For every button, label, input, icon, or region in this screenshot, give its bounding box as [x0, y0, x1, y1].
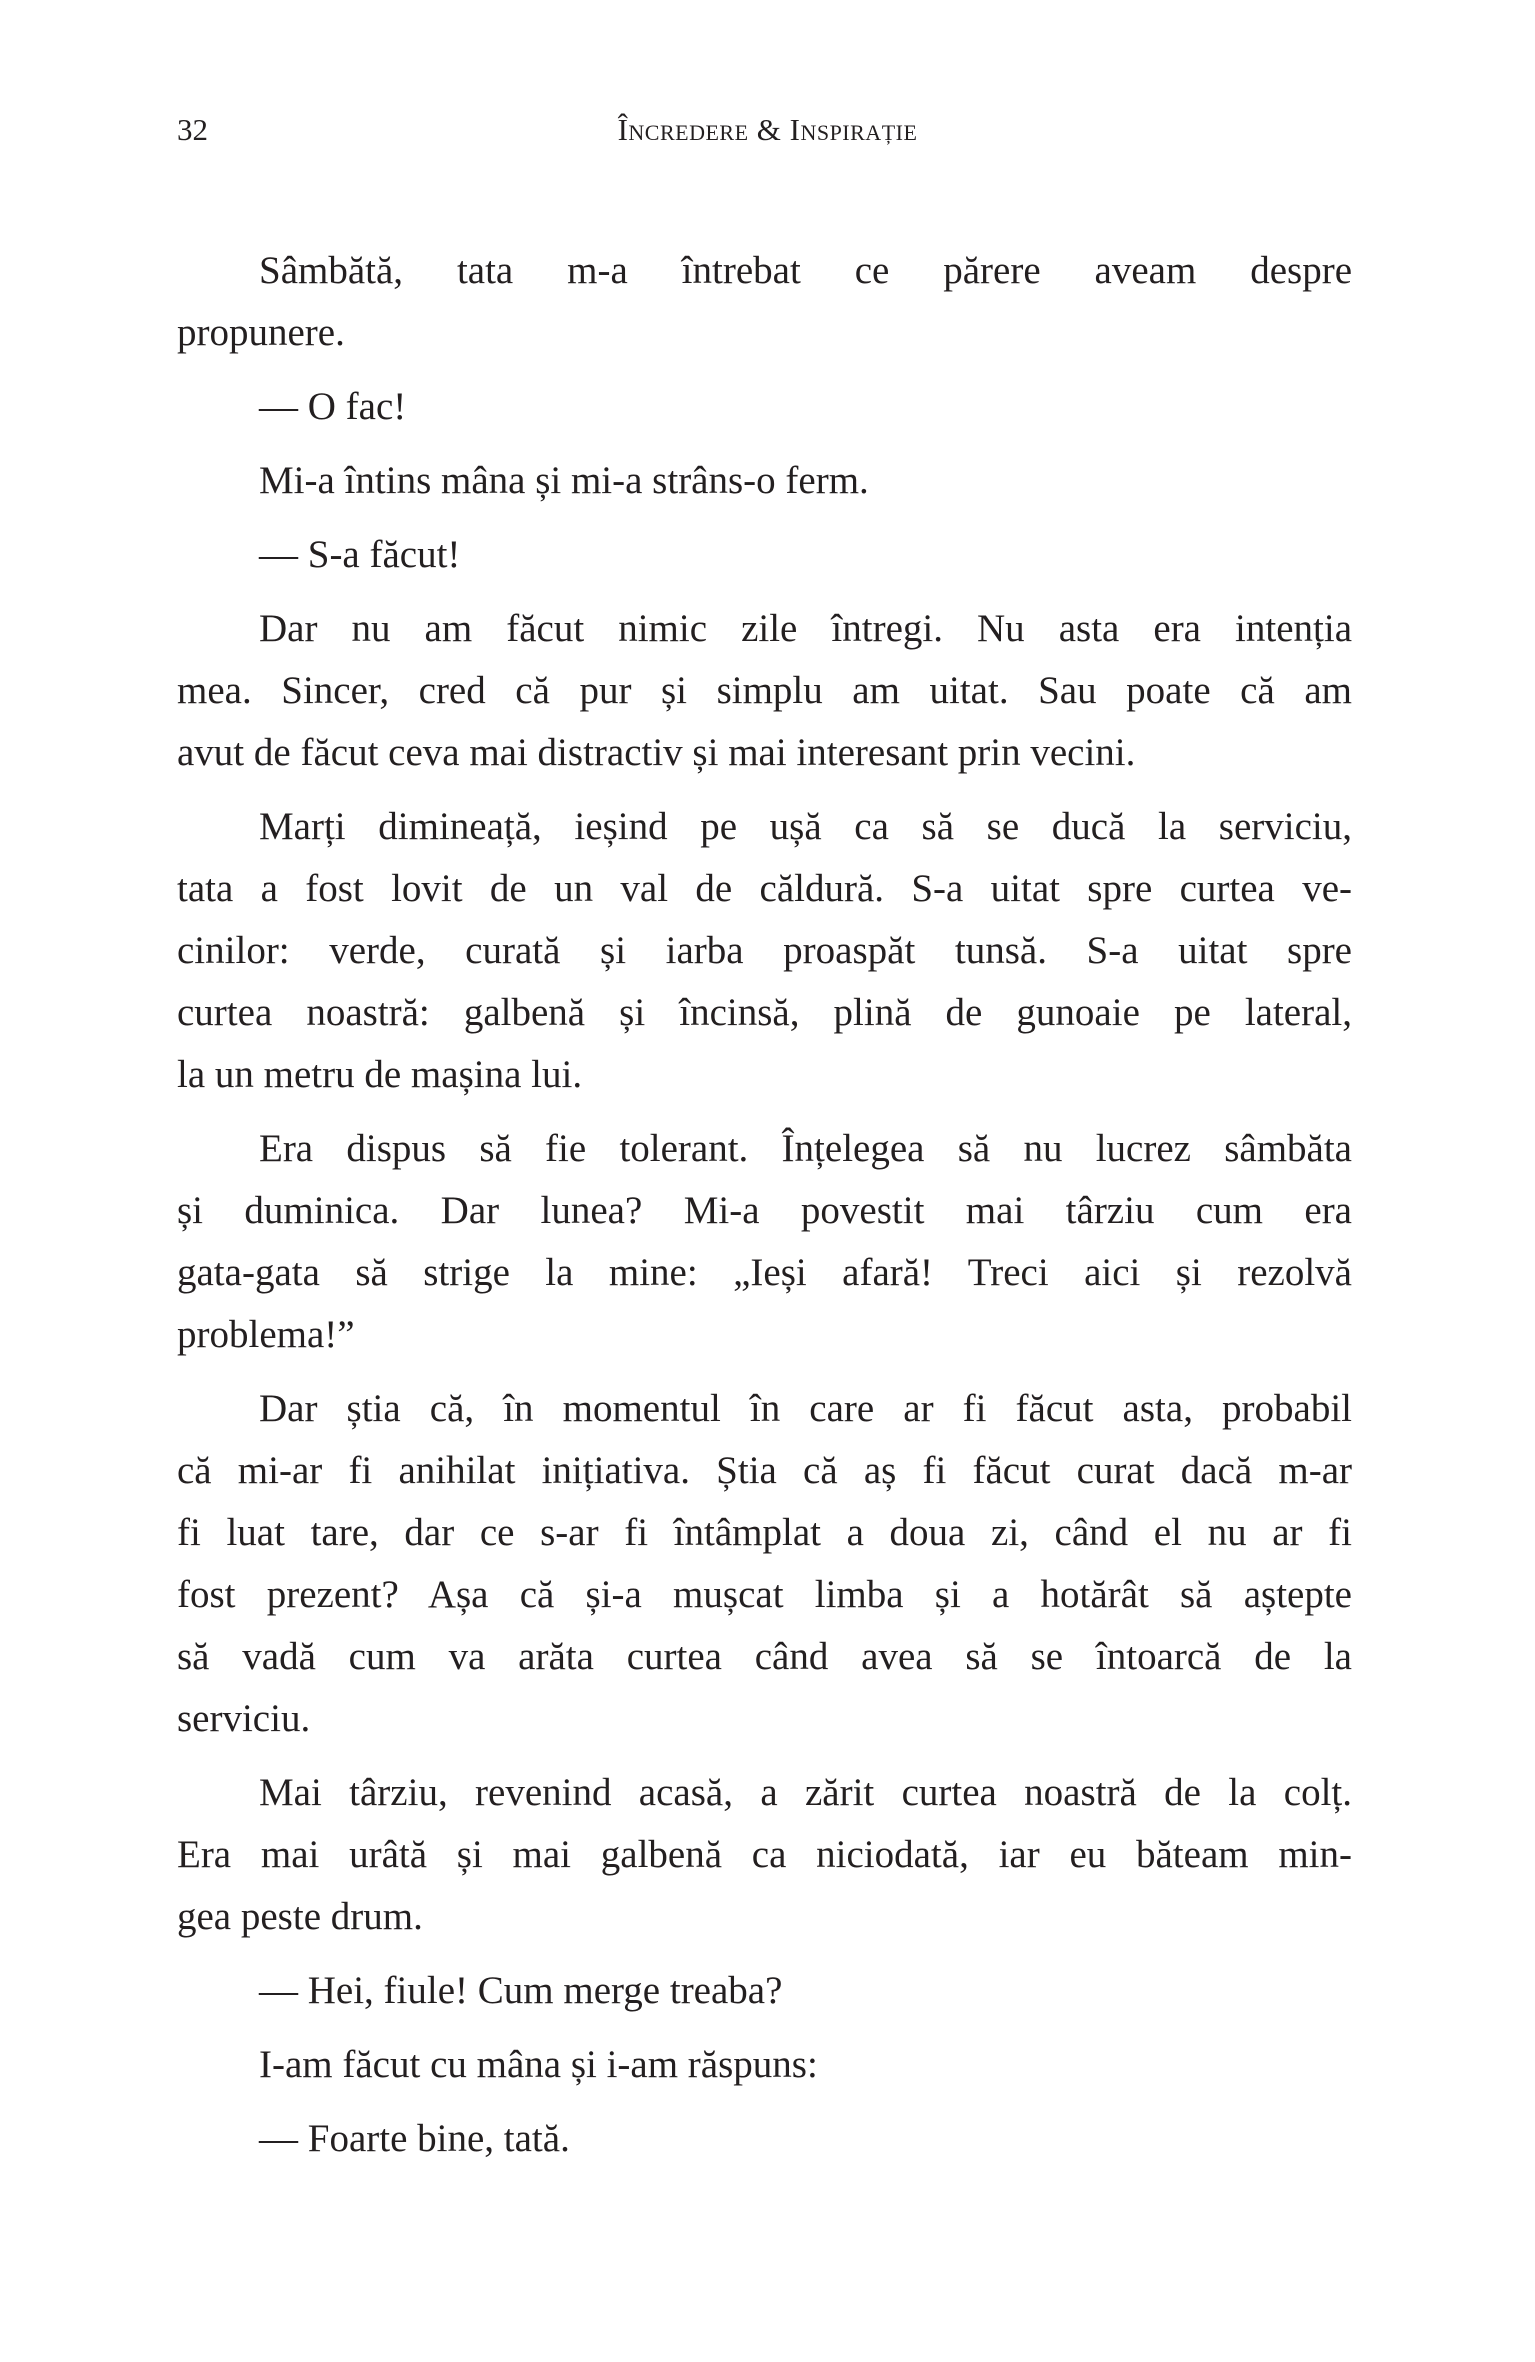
text-line: mea. Sincer, cred că pur și simplu am uitat. Sau poate că am [177, 669, 1352, 712]
text-line: gea peste drum. [177, 1895, 423, 1938]
text-line: Era dispus să fie tolerant. Înțelegea să nu lucrez sâmbăta [259, 1127, 1352, 1170]
text-line: Era mai urâtă și mai galbenă ca niciodată, iar eu băteam min- [177, 1833, 1352, 1876]
text-line: fi luat tare, dar ce s-ar fi întâmplat a doua zi, când el nu ar fi [177, 1511, 1352, 1554]
paragraph [177, 598, 1352, 784]
text-line: — O fac! [259, 385, 407, 428]
paragraph [177, 796, 1352, 1106]
paragraph [177, 450, 1352, 512]
text-line: serviciu. [177, 1697, 311, 1740]
text-line: că mi-ar fi anihilat inițiativa. Știa că aș fi făcut curat dacă m-ar [177, 1449, 1352, 1492]
text-line: Sâmbătă, tata m-a întrebat ce părere aveam despre [259, 249, 1352, 292]
text-line: să vadă cum va arăta curtea când avea să se întoarcă de la [177, 1635, 1352, 1678]
paragraph [177, 524, 1352, 586]
text-line: Mai târziu, revenind acasă, a zărit curtea noastră de la colț. [259, 1771, 1352, 1814]
text-line: cinilor: verde, curată și iarba proaspăt tunsă. S-a uitat spre [177, 929, 1352, 972]
text-line: gata-gata să strige la mine: „Ieși afară! Treci aici și rezolvă [177, 1251, 1352, 1294]
text-line: și duminica. Dar lunea? Mi-a povestit mai târziu cum era [177, 1189, 1352, 1232]
text-line: Marți dimineață, ieșind pe ușă ca să se ducă la serviciu, [259, 805, 1352, 848]
text-line: propunere. [177, 311, 345, 354]
text-line: I-am făcut cu mâna și i-am răspuns: [259, 2043, 818, 2086]
text-line: — Foarte bine, tată. [259, 2117, 570, 2160]
text-line: — Hei, fiule! Cum merge treaba? [259, 1969, 783, 2012]
paragraph [177, 2108, 1352, 2170]
paragraph [177, 240, 1352, 364]
text-line: Dar știa că, în momentul în care ar fi făcut asta, probabil [259, 1387, 1352, 1430]
text-line: la un metru de mașina lui. [177, 1053, 583, 1096]
paragraph [177, 1762, 1352, 1948]
text-line: avut de făcut ceva mai distractiv și mai interesant prin vecini. [177, 731, 1136, 774]
running-title: Încredere & Inspirație [617, 112, 918, 147]
paragraph [177, 376, 1352, 438]
page-body [177, 240, 1352, 2182]
text-line: curtea noastră: galbenă și încinsă, plină de gunoaie pe lateral, [177, 991, 1352, 1034]
paragraph [177, 2034, 1352, 2096]
paragraph [177, 1378, 1352, 1750]
text-line: — S-a făcut! [259, 533, 461, 576]
paragraph [177, 1118, 1352, 1366]
text-line: Mi-a întins mâna și mi-a strâns-o ferm. [259, 459, 869, 502]
paragraph [177, 1960, 1352, 2022]
text-line: Dar nu am făcut nimic zile întregi. Nu asta era intenția [259, 607, 1352, 650]
text-line: tata a fost lovit de un val de căldură. S-a uitat spre curtea ve- [177, 867, 1352, 910]
text-line: problema!” [177, 1313, 355, 1356]
text-line: fost prezent? Așa că și-a mușcat limba și a hotărât să aștepte [177, 1573, 1352, 1616]
page-number: 32 [177, 112, 208, 147]
